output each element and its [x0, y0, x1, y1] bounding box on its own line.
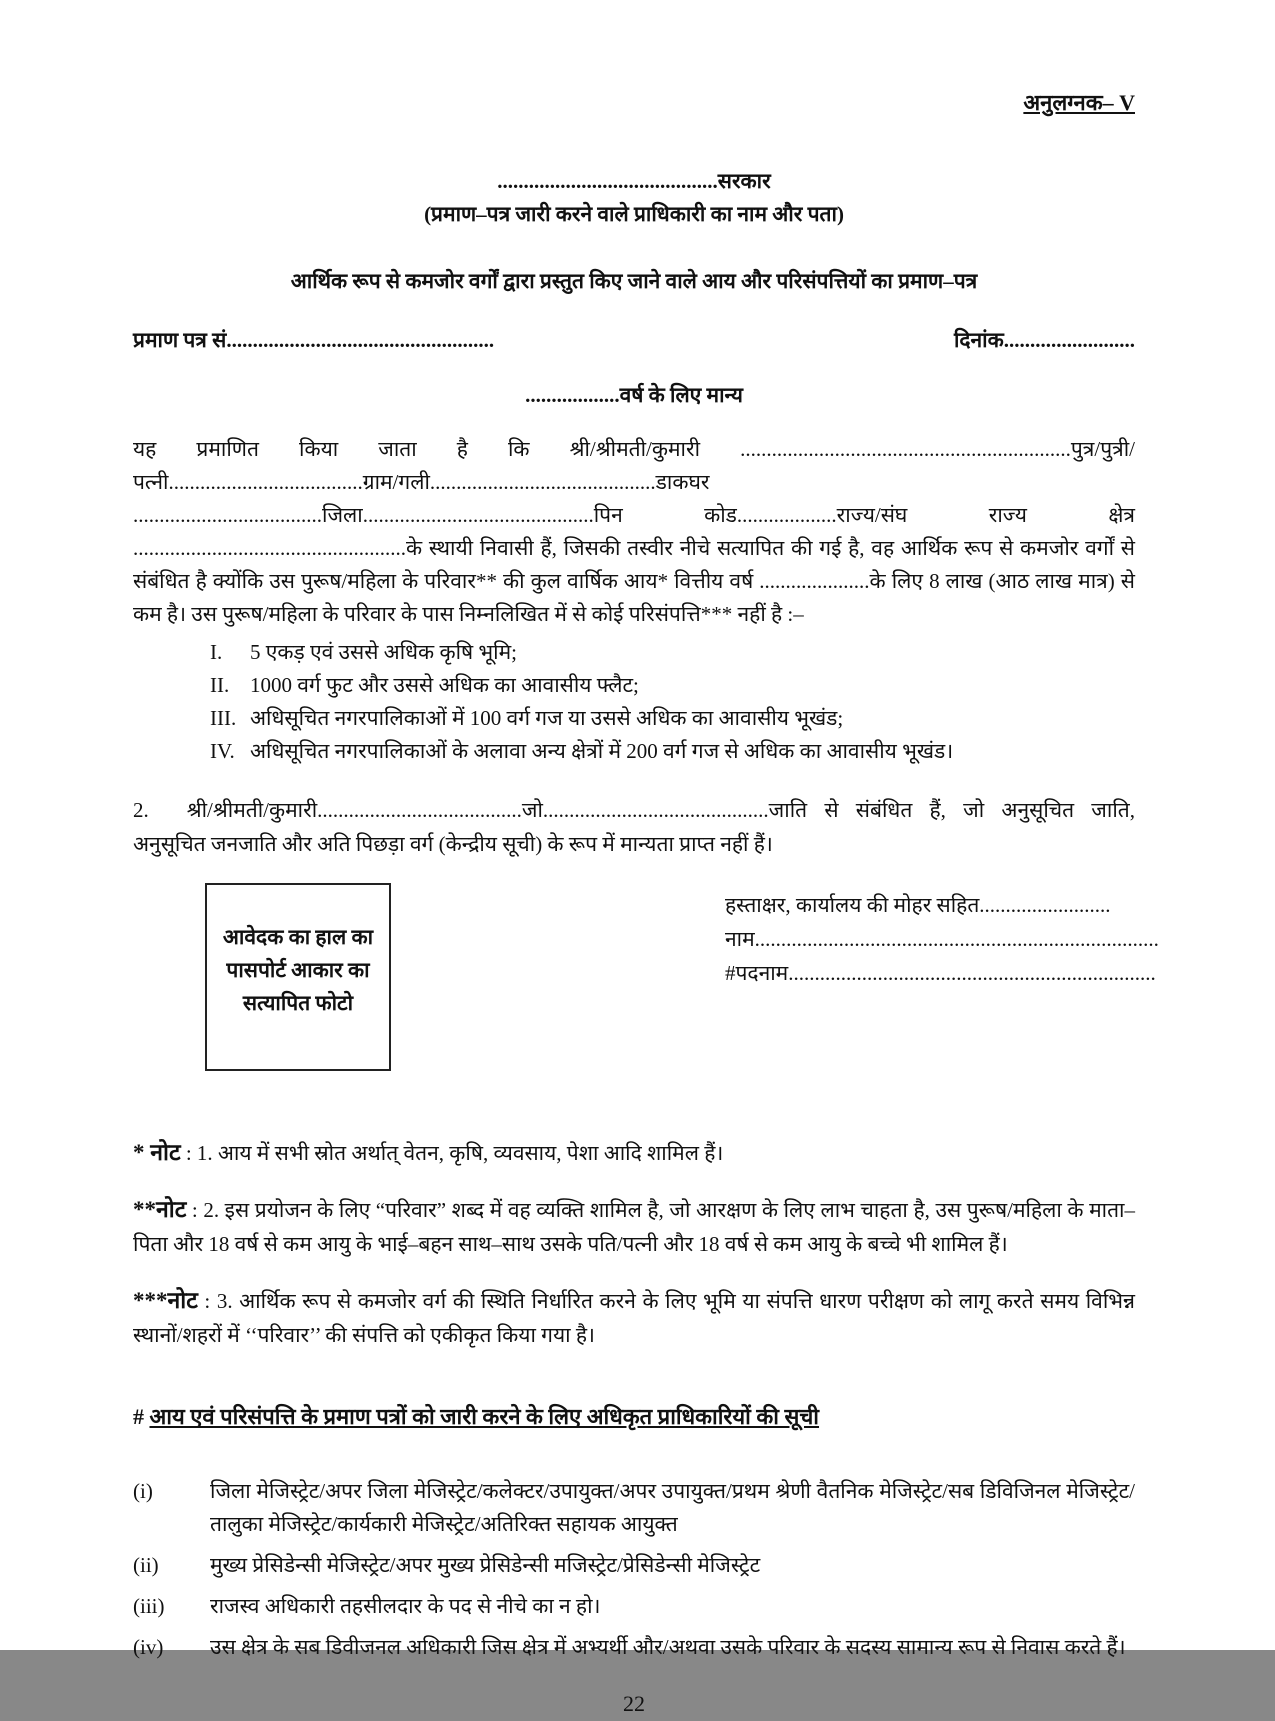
- annexure-header: [133, 86, 1135, 121]
- authority-item-number: (i): [133, 1478, 153, 1503]
- asset-item: [210, 636, 1135, 669]
- asset-item: [210, 735, 1135, 768]
- signatory-name-line: नाम.............................................................................: [725, 926, 1159, 951]
- authority-item-text: जिला मेजिस्ट्रेट/अपर जिला मेजिस्ट्रेट/कलेक्टर/उपायुक्त/अपर उपायुक्त/प्रथम श्रेणी वैतनिक मेजिस्ट्रेट/सब डिविजिनल मेजिस्ट्रेट/तालुका मेजिस्ट्रेट/कार्यकारी मेजिस्ट्रेट/अतिरिक्त सहायक आयुक्त: [210, 1478, 1135, 1536]
- asset-item-text: अधिसूचित नगरपालिकाओं में 100 वर्ग गज या उससे अधिक का आवासीय भूखंड;: [250, 705, 844, 730]
- certificate-declaration-paragraph: यह प्रमाणित किया जाता है कि श्री/श्रीमती/कुमारी ...............................................................पुत्र/पुत्री/पत्नी.....................................ग्राम/गली...........................................डाकघर ....................................जिला............................................पिन कोड...................राज्य/संघ राज्य क्षेत्र ....................................................के स्थायी निवासी हैं, जिसकी तस्वीर नीचे सत्यापित की गई है, वह आर्थिक रूप से कमजोर वर्गों से संबंधित है क्योंकि उस पुरूष/महिला के परिवार** की कुल वार्षिक आय* वित्तीय वर्ष .....................के लिए 8 लाख (आठ लाख मात्र) से कम है। उस पुरूष/महिला के परिवार के पास निम्नलिखित में से कोई परिसंपत्ति*** नहीं है :–: [133, 436, 1135, 627]
- note-3-text: : 3. आर्थिक रूप से कमजोर वर्ग की स्थिति निर्धारित करने के लिए भूमि या संपत्ति धारण परीक्षण को लागू करते समय विभिन्न स्थानों/शहरों में ‘‘परिवार’’ की संपत्ति को एकीकृत किया गया है।: [133, 1288, 1135, 1347]
- authorities-heading-prefix: #: [133, 1404, 150, 1429]
- issuing-authority-line: (प्रमाण–पत्र जारी करने वाले प्राधिकारी का नाम और पता): [424, 201, 844, 226]
- authority-item-text: राजस्व अधिकारी तहसीलदार के पद से नीचे का न हो।: [210, 1594, 601, 1619]
- authority-item-number: (iii): [133, 1594, 165, 1619]
- asset-item-text: 5 एकड़ एवं उससे अधिक कृषि भूमि;: [250, 639, 517, 664]
- document-title: आर्थिक रूप से कमजोर वर्गों द्वारा प्रस्तुत किए जाने वाले आय और परिसंपत्तियों का प्रमाण–पत्र: [290, 269, 978, 294]
- caste-declaration-paragraph: [133, 794, 1135, 860]
- note-2-text: : 2. इस प्रयोजन के लिए “परिवार” शब्द में वह व्यक्ति शामिल है, जो आरक्षण के लिए लाभ चाहता है, उस पुरूष/महिला के माता–पिता और 18 वर्ष से कम आयु के भाई–बहन साथ–साथ उसके पति/पत्नी और 18 वर्ष से कम आयु के बच्चे भी शामिल हैं।: [133, 1198, 1135, 1257]
- signature-seal-line: हस्ताक्षर, कार्यालय की मोहर सहित.........................: [725, 892, 1111, 917]
- signature-block: [725, 889, 1159, 992]
- note-2-marker: **नोट: [133, 1197, 187, 1222]
- authority-item: [133, 1475, 1135, 1541]
- authority-item: [133, 1590, 1135, 1623]
- signatory-designation-line: #पदनाम......................................................................: [725, 961, 1156, 986]
- note-1-marker: * नोट: [133, 1139, 181, 1165]
- applicant-photo-box: [205, 883, 391, 1071]
- certificate-meta-row: [133, 324, 1135, 357]
- note-2: [133, 1192, 1135, 1262]
- note-3: [133, 1283, 1135, 1353]
- asset-item-text: 1000 वर्ग फुट और उससे अधिक का आवासीय फ्लैट;: [250, 672, 639, 697]
- note-1: [133, 1135, 1135, 1171]
- authority-item-number: (ii): [133, 1553, 159, 1578]
- authority-item-text: मुख्य प्रेसिडेन्सी मेजिस्ट्रेट/अपर मुख्य प्रेसिडेन्सी मजिस्ट्रेट/प्रेसिडेन्सी मेजिस्ट्रेट: [210, 1553, 761, 1578]
- notes-section: [133, 1135, 1135, 1352]
- authority-item-number: (iv): [133, 1635, 164, 1660]
- authority-item: [133, 1631, 1135, 1664]
- page-number: 22: [623, 1690, 645, 1716]
- certificate-number-field: प्रमाण पत्र सं...................................................: [133, 328, 495, 353]
- authorities-heading-text: आय एवं परिसंपत्ति के प्रमाण पत्रों को जारी करने के लिए अधिकृत प्राधिकारियों की सूची: [149, 1404, 820, 1429]
- asset-item-number: III.: [210, 705, 237, 730]
- note-3-marker: ***नोट: [133, 1287, 198, 1313]
- photo-box-label: आवेदक का हाल का पासपोर्ट आकार का सत्यापित फोटो: [222, 924, 374, 1016]
- government-line: ..........................................सरकार: [497, 168, 771, 193]
- caste-declaration-text: श्री/श्रीमती/कुमारी.......................................जो...........................................जाति से संबंधित हैं, जो अनुसूचित जाति, अनुसूचित जनजाति और अति पिछड़ा वर्ग (केन्द्रीय सूची) के रूप में मान्यता प्राप्त नहीं हैं।: [133, 798, 1135, 856]
- authorities-list: [133, 1475, 1135, 1665]
- validity-line: ..................वर्ष के लिए मान्य: [525, 383, 743, 408]
- photo-and-signature-section: [133, 883, 1159, 1089]
- asset-item-number: IV.: [210, 739, 235, 764]
- asset-item: [210, 669, 1135, 702]
- date-field: दिनांक.........................: [953, 328, 1135, 353]
- annexure-label: अनुलग्नक– V: [1023, 90, 1135, 115]
- assets-list: [133, 636, 1135, 769]
- authority-item-text: उस क्षेत्र के सब डिवीजनल अधिकारी जिस क्षेत्र में अभ्यर्थी और/अथवा उसके परिवार के सदस्य सामान्य रूप से निवास करते हैं।: [210, 1635, 1126, 1660]
- authority-item: [133, 1549, 1135, 1582]
- clause-number: 2.: [133, 798, 149, 823]
- asset-item-text: अधिसूचित नगरपालिकाओं के अलावा अन्य क्षेत्रों में 200 वर्ग गज से अधिक का आवासीय भूखंड।: [250, 739, 954, 764]
- asset-item-number: I.: [210, 639, 223, 664]
- note-1-text: : 1. आय में सभी स्रोत अर्थात् वेतन, कृषि, व्यवसाय, पेशा आदि शामिल हैं।: [180, 1140, 724, 1165]
- authorities-heading: [133, 1400, 1135, 1435]
- asset-item-number: II.: [210, 672, 230, 697]
- asset-item: [210, 702, 1135, 735]
